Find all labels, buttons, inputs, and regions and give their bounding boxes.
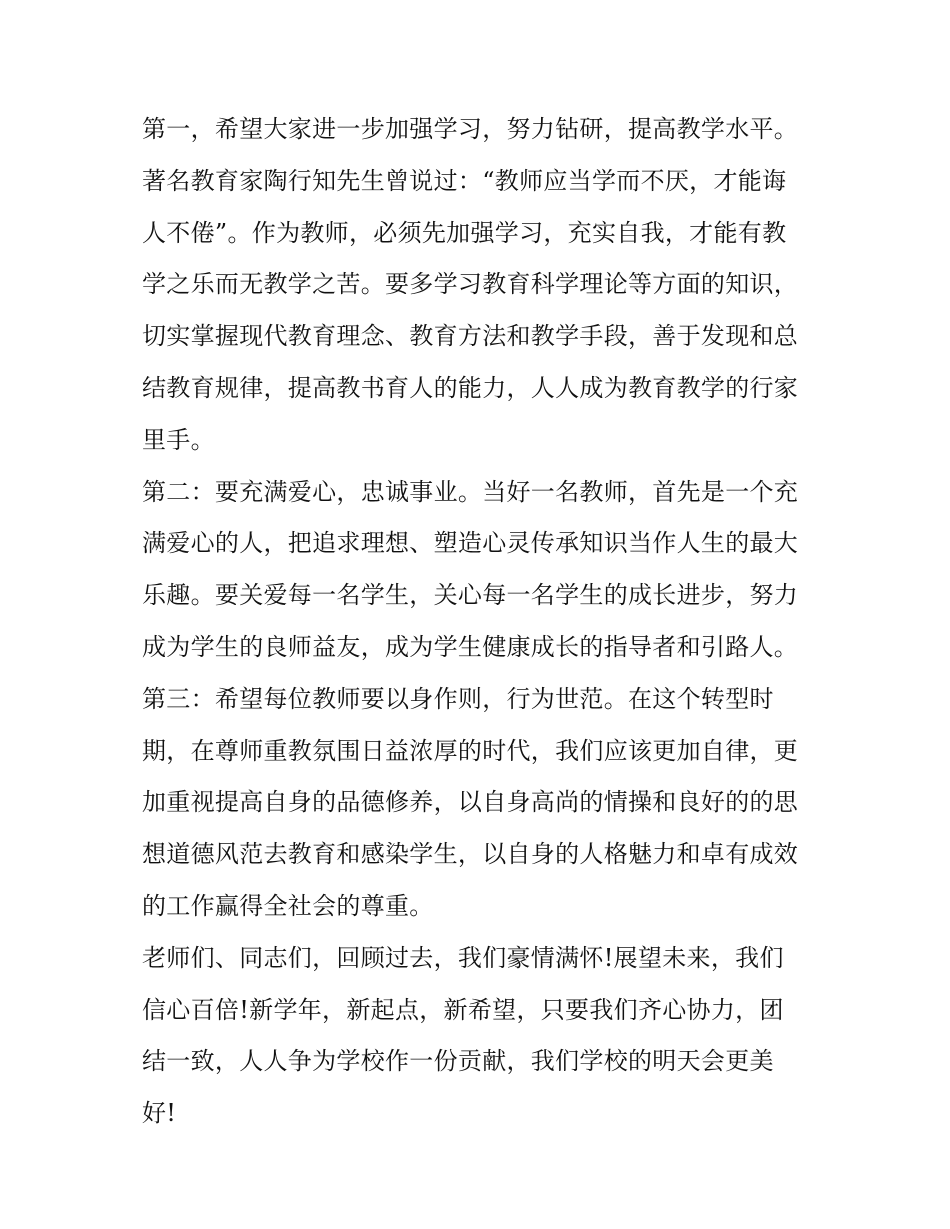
text-line: 加重视提高自身的品德修养，以自身高尚的情操和良好的的思 <box>142 788 799 817</box>
paragraph-4 <box>142 933 814 1140</box>
document-body <box>142 104 814 1140</box>
text-line: 第三：希望每位教师要以身作则，行为世范。在这个转型时 <box>142 684 774 713</box>
text-line: 里手。 <box>142 425 215 454</box>
text-line: 好! <box>142 1099 177 1128</box>
text-line: 结教育规律，提高教书育人的能力，人人成为教育教学的行家 <box>142 373 799 402</box>
paragraph-1 <box>142 104 814 467</box>
text-line: 成为学生的良师益友，成为学生健康成长的指导者和引路人。 <box>142 632 799 661</box>
text-line: 第一，希望大家进一步加强学习，努力钻研，提高教学水平。 <box>142 115 799 143</box>
text-line: 乐趣。要关爱每一名学生，关心每一名学生的成长进步，努力 <box>142 581 799 610</box>
text-line: 的工作赢得全社会的尊重。 <box>142 891 434 920</box>
text-line: 第二：要充满爱心，忠诚事业。当好一名教师，首先是一个充 <box>142 477 799 506</box>
text-line: 著名教育家陶行知先生曾说过：“教师应当学而不厌，才能诲 <box>142 166 787 195</box>
text-line: 人不倦”。作为教师，必须先加强学习，充实自我，才能有教 <box>142 218 787 247</box>
paragraph-2 <box>142 467 814 674</box>
text-line: 信心百倍!新学年，新起点，新希望，只要我们齐心协力，团 <box>142 995 784 1024</box>
paragraph-3 <box>142 674 814 933</box>
text-line: 结一致，人人争为学校作一份贡献，我们学校的明天会更美 <box>142 1047 774 1076</box>
text-line: 切实掌握现代教育理念、教育方法和教学手段，善于发现和总 <box>142 322 799 351</box>
text-line: 老师们、同志们，回顾过去，我们豪情满怀!展望未来，我们 <box>142 943 784 972</box>
text-line: 学之乐而无教学之苦。要多学习教育科学理论等方面的知识， <box>142 270 799 299</box>
text-line: 想道德风范去教育和感染学生，以自身的人格魅力和卓有成效 <box>142 840 799 869</box>
text-line: 期，在尊师重教氛围日益浓厚的时代，我们应该更加自律，更 <box>142 736 799 765</box>
text-line: 满爱心的人，把追求理想、塑造心灵传承知识当作人生的最大 <box>142 529 799 558</box>
